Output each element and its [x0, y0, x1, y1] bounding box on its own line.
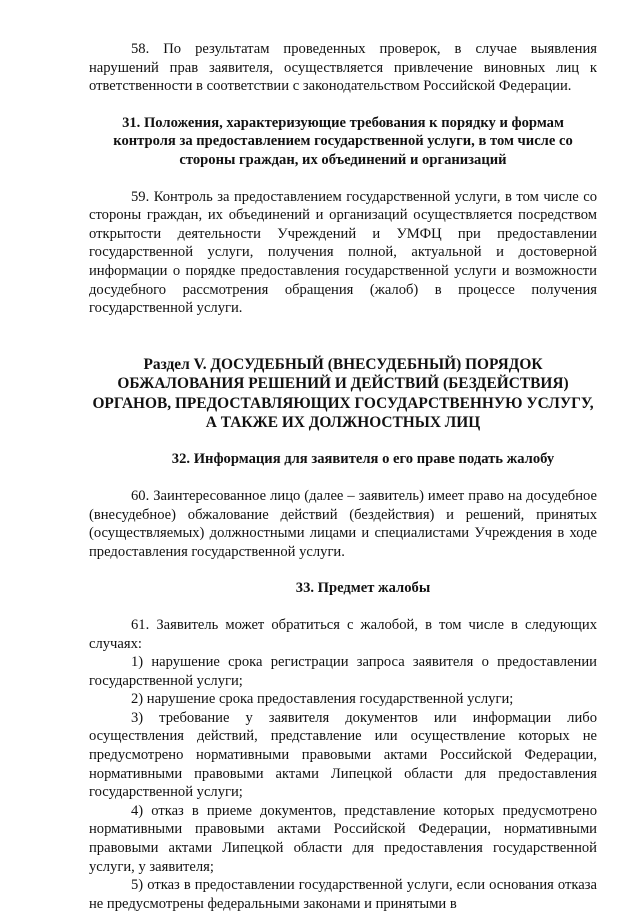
paragraph-58: 58. По результатам проведенных проверок, в случае выявления нарушений прав заявителя, осуществляется привлечение виновных лиц к ответственности в соответствии с законодательством Российской Федерации. — [89, 41, 597, 95]
list-item-2: 2) нарушение срока предоставления государственной услуги; — [131, 691, 514, 708]
document-page — [89, 40, 597, 913]
heading-32: 32. Информация для заявителя о его праве подать жалобу — [171, 451, 555, 468]
heading-31: 31. Положения, характеризующие требования к порядку и формам контроля за предоставлением государственной услуги, в том числе со стороны граждан, их объединений и организаций — [113, 114, 573, 168]
list-item-5: 5) отказ в предоставлении государственной услуги, если основания отказа не предусмотрены федеральными законами и принятыми в — [89, 877, 597, 912]
paragraph-59: 59. Контроль за предоставлением государственной услуги, в том числе со стороны граждан, их объединений и организаций осуществляется посредством открытости деятельности Учреждений и УМФЦ при предоставлении государственной услуги, получения полной, актуальной и достоверной информации о порядке предоставления государственной услуги и возможности досудебного рассмотрения обращения (жалоб) в процессе получения государственной услуги. — [89, 188, 597, 317]
list-item-3: 3) требование у заявителя документов или информации либо осуществления действий, представление или осуществление которых не предусмотрено нормативными правовыми актами Российской Федерации, нормативными правовыми актами Липецкой области для предоставления государственной услуги; — [89, 709, 597, 801]
list-item-4: 4) отказ в приеме документов, представление которых предусмотрено нормативными правовыми актами Российской Федерации, нормативными правовыми актами Липецкой области для предоставления государственной услуги, у заявителя; — [89, 802, 597, 875]
paragraph-61: 61. Заявитель может обратиться с жалобой, в том числе в следующих случаях: — [89, 616, 597, 652]
section-v-heading: Раздел V. ДОСУДЕБНЫЙ (ВНЕСУДЕБНЫЙ) ПОРЯДОК ОБЖАЛОВАНИЯ РЕШЕНИЙ И ДЕЙСТВИЙ (БЕЗДЕЙСТВИЯ) ОРГАНОВ, ПРЕДОСТАВЛЯЮЩИХ ГОСУДАРСТВЕННУЮ УСЛУГУ, А ТАКЖЕ ИХ ДОЛЖНОСТНЫХ ЛИЦ — [92, 355, 594, 431]
list-item-1: 1) нарушение срока регистрации запроса заявителя о предоставлении государственной услуги; — [89, 654, 597, 689]
paragraph-60: 60. Заинтересованное лицо (далее – заявитель) имеет право на досудебное (внесудебное) обжалование действий (бездействия) и решений, принятых (осуществляемых) должностными лицами и специалистами Учреждения в ходе предоставления государственной услуги. — [89, 487, 597, 560]
heading-33: 33. Предмет жалобы — [295, 580, 431, 597]
